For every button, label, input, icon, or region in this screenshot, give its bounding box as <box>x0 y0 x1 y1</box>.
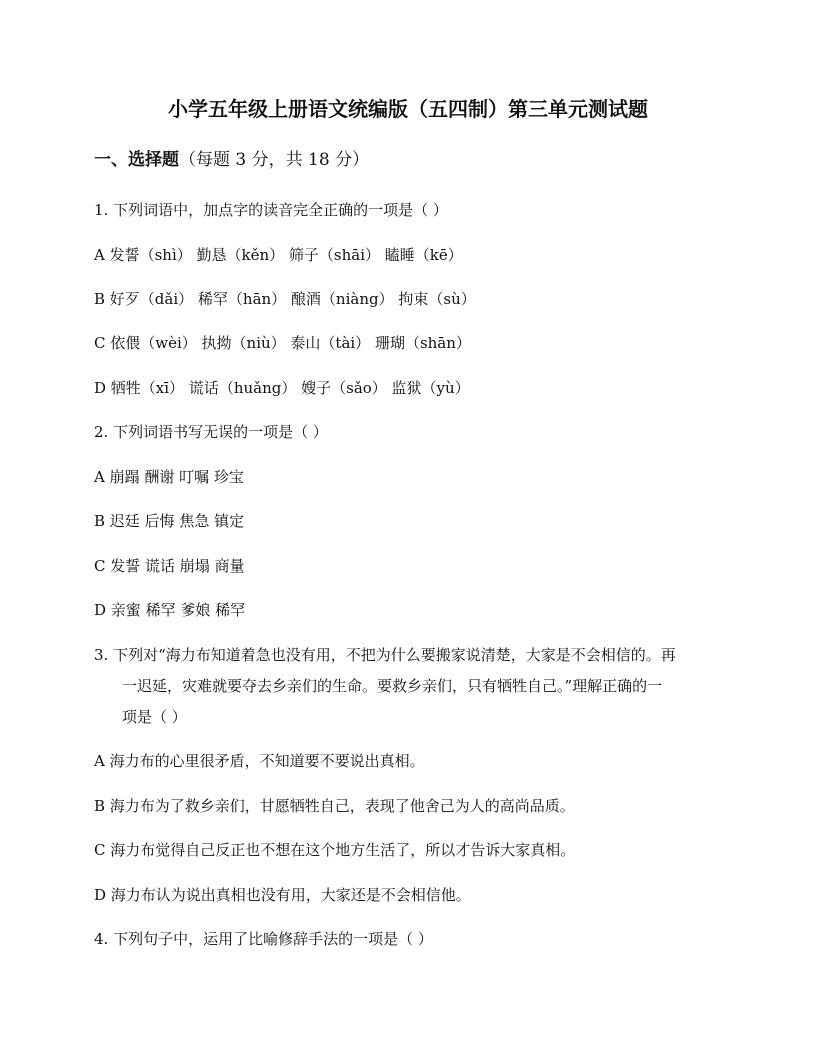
question-3-option-b: B 海力布为了救乡亲们，甘愿牺牲自己，表现了他舍己为人的高尚品质。 <box>94 797 575 815</box>
question-4-stem: 4. 下列句子中，运用了比喻修辞手法的一项是（ ） <box>94 930 433 948</box>
question-3-option-d: D 海力布认为说出真相也没有用，大家还是不会相信他。 <box>94 886 471 904</box>
question-1-option-c: C 依偎（wèi） 执拗（niù） 泰山（tài） 珊瑚（shān） <box>94 334 471 352</box>
question-2-option-a: A 崩蹋 酬谢 叮嘱 珍宝 <box>94 468 244 486</box>
question-1-stem: 1. 下列词语中，加点字的读音完全正确的一项是（ ） <box>94 201 448 219</box>
question-3-stem-line-3: 项是（ ） <box>122 708 187 726</box>
question-1-option-d: D 牺牲（xī） 谎话（huǎng） 嫂子（sǎo） 监狱（yù） <box>94 379 470 397</box>
question-3-option-a: A 海力布的心里很矛盾，不知道要不要说出真相。 <box>94 752 425 770</box>
question-1-option-b: B 好歹（dǎi） 稀罕（hān） 酿酒（niàng） 拘束（sù） <box>94 290 476 308</box>
question-3-stem <box>94 640 726 733</box>
question-3-stem-line-2: 一迟延，灾难就要夺去乡亲们的生命。要救乡亲们，只有牺牲自己。”理解正确的一 <box>122 677 663 695</box>
section-note: （每题 3 分，共 18 分） <box>179 150 370 170</box>
question-2-option-d: D 亲蜜 稀罕 爹娘 稀罕 <box>94 601 246 619</box>
question-1-option-a: A 发誓（shì） 勤恳（kěn） 筛子（shāi） 瞌睡（kē） <box>94 246 463 264</box>
page-title: 小学五年级上册语文统编版（五四制）第三单元测试题 <box>168 97 648 121</box>
question-3-option-c: C 海力布觉得自己反正也不想在这个地方生活了，所以才告诉大家真相。 <box>94 841 576 859</box>
section-heading <box>94 148 369 172</box>
question-2-option-b: B 迟廷 后悔 焦急 镇定 <box>94 512 245 530</box>
question-2-option-c: C 发誓 谎话 崩塌 商量 <box>94 557 245 575</box>
question-2-stem: 2. 下列词语书写无误的一项是（ ） <box>94 423 328 441</box>
section-title: 一、选择题 <box>94 150 179 170</box>
question-3-stem-line-1: 3. 下列对“海力布知道着急也没有用，不把为什么要搬家说清楚，大家是不会相信的。再 <box>94 646 676 664</box>
